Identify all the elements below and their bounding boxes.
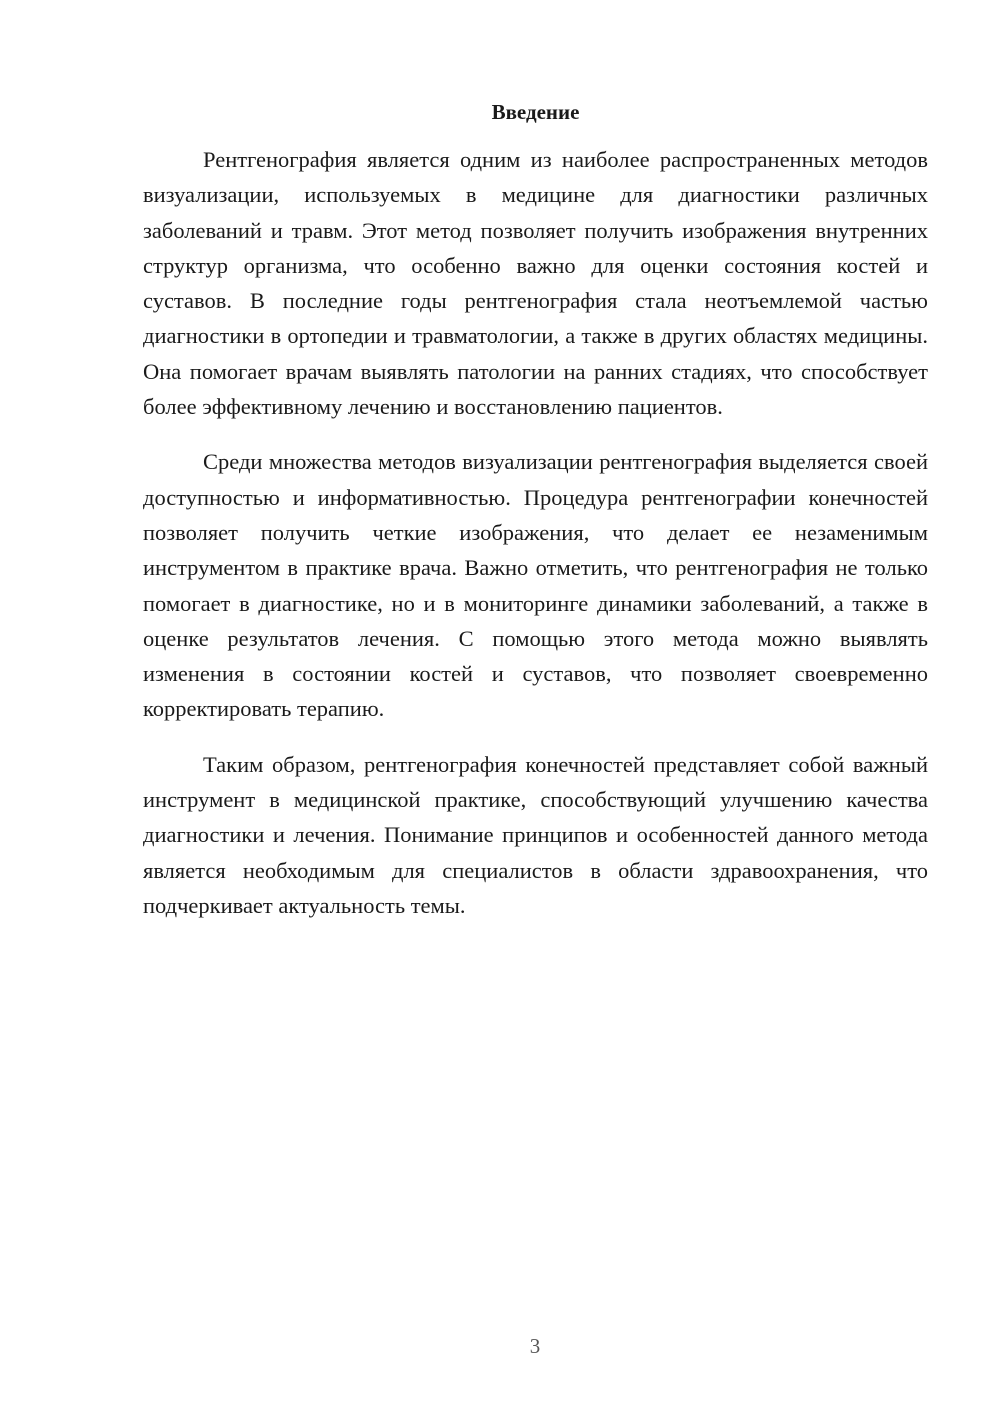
section-heading: Введение [491,100,580,124]
paragraph-1: Рентгенография является одним из наиболее распространенных методов визуализации, используемых в медицине для диагностики различных заболеваний и травм. Этот метод позволяет получить изображения внутренних структур организма, что особенно важно для оценки состояния костей и суставов. В последние годы рентгенография стала неотъемлемой частью диагностики в ортопедии и травматологии, а также в других областях медицины. Она помогает врачам выявлять патологии на ранних стадиях, что способствует более эффективному лечению и восстановлению пациентов. [143,147,928,420]
body-text [143,142,928,943]
paragraph-3: Таким образом, рентгенография конечностей представляет собой важный инструмент в медицинской практике, способствующий улучшению качества диагностики и лечения. Понимание принципов и особенностей данного метода является необходимым для специалистов в области здравоохранения, что подчеркивает актуальность темы. [143,751,928,918]
page-number: 3 [529,1334,541,1358]
paragraph-2: Среди множества методов визуализации рентгенография выделяется своей доступностью и информативностью. Процедура рентгенографии конечностей позволяет получить четкие изображения, что делает ее незаменимым инструментом в практике врача. Важно отметить, что рентгенография не только помогает в диагностике, но и в мониторинге динамики заболеваний, а также в оценке результатов лечения. С помощью этого метода можно выявлять изменения в состоянии костей и суставов, что позволяет своевременно корректировать терапию. [143,449,928,722]
